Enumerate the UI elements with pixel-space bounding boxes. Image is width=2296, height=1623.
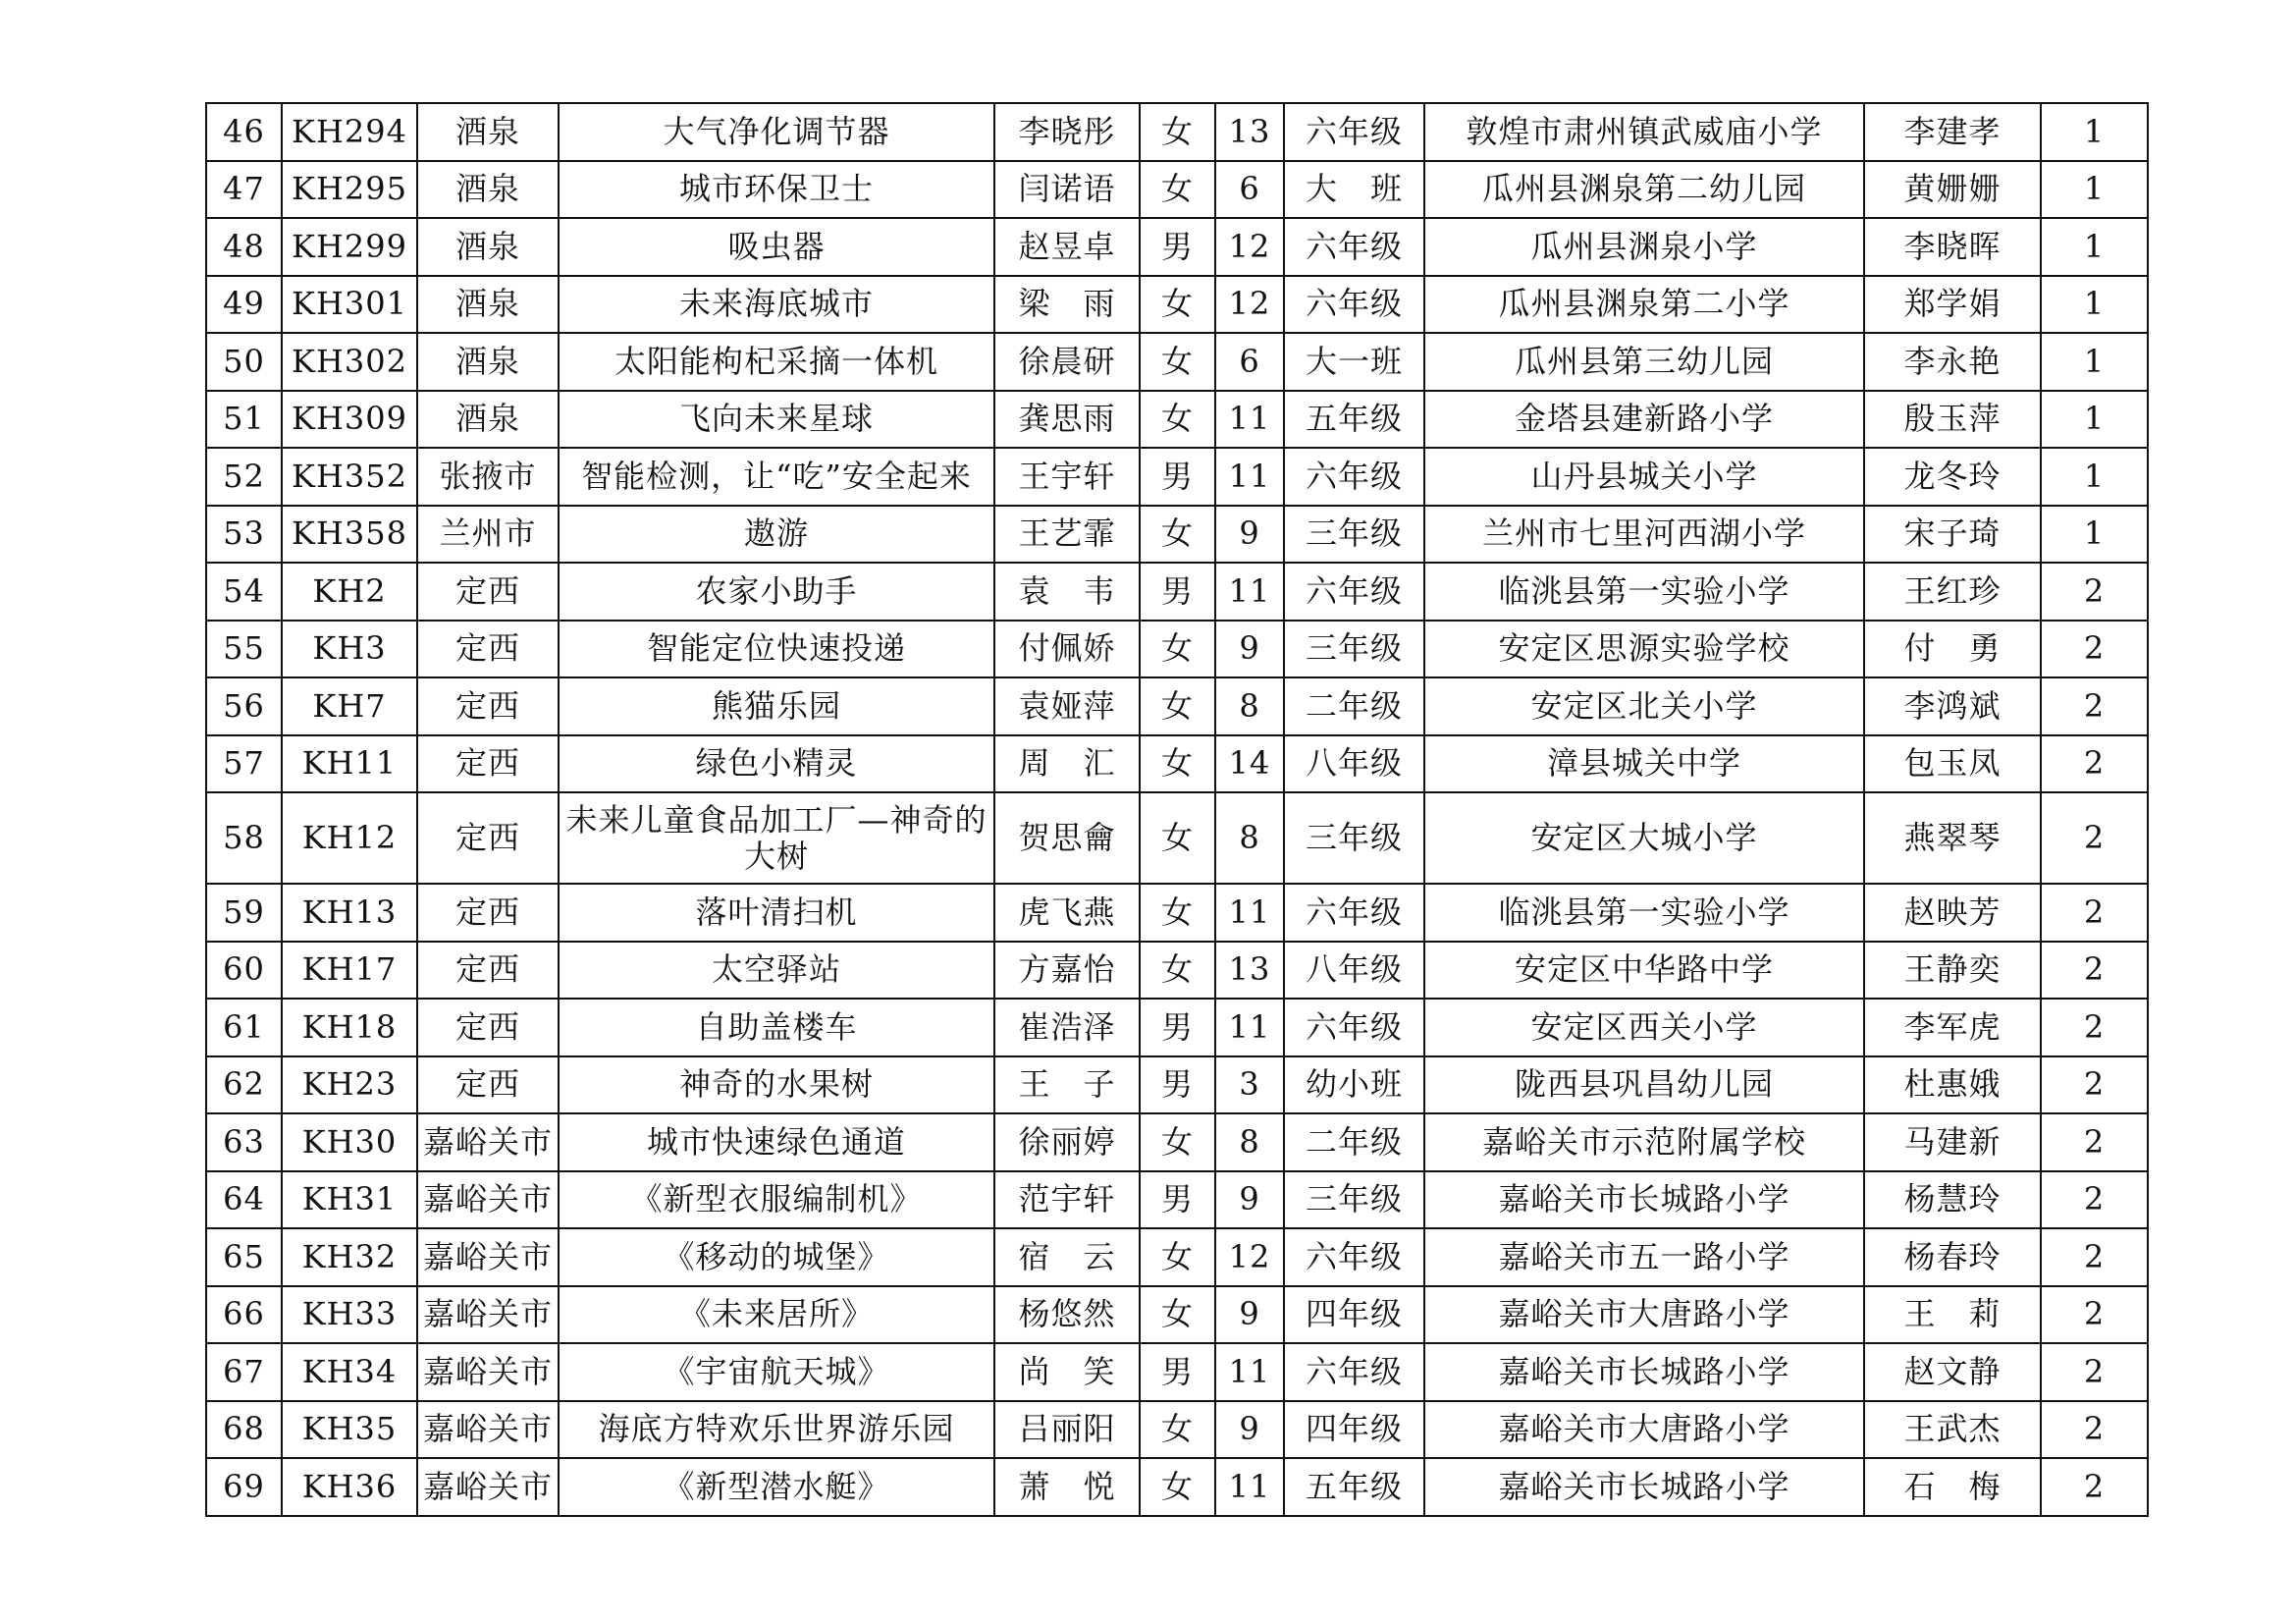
cell-award-level: 2 [2041,792,2148,884]
cell-row-number: 65 [206,1228,282,1286]
cell-student-name: 龚思雨 [994,391,1140,449]
cell-entry-code: KH33 [282,1286,417,1344]
cell-region: 嘉峪关市 [417,1401,559,1459]
cell-age: 9 [1215,1401,1284,1459]
cell-entry-code: KH17 [282,942,417,1000]
table-row [206,677,2148,735]
cell-school: 嘉峪关市五一路小学 [1424,1228,1864,1286]
cell-instructor: 黄姗姗 [1864,161,2041,219]
cell-row-number: 57 [206,735,282,793]
cell-project-title: 神奇的水果树 [559,1056,994,1114]
cell-entry-code: KH295 [282,161,417,219]
cell-instructor: 付 勇 [1864,621,2041,678]
cell-project-title: 自助盖楼车 [559,999,994,1056]
results-table [205,102,2149,1517]
cell-student-name: 徐晨研 [994,333,1140,391]
cell-instructor: 王 莉 [1864,1286,2041,1344]
cell-instructor: 李建孝 [1864,103,2041,161]
cell-region: 张掖市 [417,448,559,506]
cell-age: 11 [1215,563,1284,621]
cell-school: 临洮县第一实验小学 [1424,884,1864,942]
cell-row-number: 50 [206,333,282,391]
cell-region: 定西 [417,999,559,1056]
table-row [206,161,2148,219]
table-row [206,1113,2148,1171]
cell-award-level: 2 [2041,999,2148,1056]
table-row [206,1286,2148,1344]
cell-student-name: 方嘉怡 [994,942,1140,1000]
cell-grade: 六年级 [1284,218,1424,276]
cell-project-title: 未来海底城市 [559,276,994,334]
cell-gender: 女 [1140,1113,1215,1171]
table-row [206,448,2148,506]
cell-entry-code: KH302 [282,333,417,391]
cell-region: 嘉峪关市 [417,1343,559,1401]
cell-school: 瓜州县渊泉第二幼儿园 [1424,161,1864,219]
cell-student-name: 范宇轩 [994,1171,1140,1229]
cell-student-name: 尚 笑 [994,1343,1140,1401]
cell-grade: 四年级 [1284,1286,1424,1344]
cell-gender: 女 [1140,677,1215,735]
cell-region: 定西 [417,735,559,793]
cell-gender: 男 [1140,218,1215,276]
cell-award-level: 1 [2041,448,2148,506]
cell-grade: 六年级 [1284,448,1424,506]
cell-school: 山丹县城关小学 [1424,448,1864,506]
cell-project-title: 熊猫乐园 [559,677,994,735]
cell-instructor: 李永艳 [1864,333,2041,391]
cell-school: 嘉峪关市长城路小学 [1424,1458,1864,1516]
cell-age: 3 [1215,1056,1284,1114]
cell-age: 11 [1215,448,1284,506]
cell-age: 9 [1215,621,1284,678]
cell-instructor: 马建新 [1864,1113,2041,1171]
cell-school: 安定区北关小学 [1424,677,1864,735]
cell-project-title: 《新型衣服编制机》 [559,1171,994,1229]
cell-gender: 女 [1140,621,1215,678]
cell-row-number: 62 [206,1056,282,1114]
cell-row-number: 51 [206,391,282,449]
cell-grade: 三年级 [1284,792,1424,884]
table-row [206,735,2148,793]
table-row [206,884,2148,942]
cell-grade: 三年级 [1284,1171,1424,1229]
cell-region: 嘉峪关市 [417,1171,559,1229]
cell-region: 嘉峪关市 [417,1113,559,1171]
cell-age: 12 [1215,218,1284,276]
table-row [206,1228,2148,1286]
cell-project-title: 智能定位快速投递 [559,621,994,678]
table-row [206,103,2148,161]
table-row [206,792,2148,884]
cell-student-name: 杨悠然 [994,1286,1140,1344]
cell-project-title: 《新型潜水艇》 [559,1458,994,1516]
cell-gender: 男 [1140,448,1215,506]
table-row [206,218,2148,276]
cell-entry-code: KH294 [282,103,417,161]
cell-region: 定西 [417,677,559,735]
table-row [206,999,2148,1056]
cell-grade: 五年级 [1284,1458,1424,1516]
cell-instructor: 燕翠琴 [1864,792,2041,884]
cell-student-name: 贺思龠 [994,792,1140,884]
cell-gender: 女 [1140,735,1215,793]
cell-award-level: 1 [2041,218,2148,276]
cell-student-name: 周 汇 [994,735,1140,793]
cell-gender: 男 [1140,999,1215,1056]
cell-project-title: 遨游 [559,506,994,564]
cell-project-title: 飞向未来星球 [559,391,994,449]
cell-instructor: 赵映芳 [1864,884,2041,942]
cell-region: 定西 [417,621,559,678]
cell-instructor: 王红珍 [1864,563,2041,621]
cell-age: 11 [1215,999,1284,1056]
cell-school: 嘉峪关市示范附属学校 [1424,1113,1864,1171]
cell-grade: 大一班 [1284,333,1424,391]
cell-project-title: 太阳能枸杞采摘一体机 [559,333,994,391]
cell-row-number: 68 [206,1401,282,1459]
cell-region: 酒泉 [417,333,559,391]
cell-age: 8 [1215,677,1284,735]
cell-school: 嘉峪关市大唐路小学 [1424,1286,1864,1344]
cell-row-number: 53 [206,506,282,564]
cell-region: 嘉峪关市 [417,1286,559,1344]
cell-school: 漳县城关中学 [1424,735,1864,793]
cell-student-name: 李晓彤 [994,103,1140,161]
cell-student-name: 崔浩泽 [994,999,1140,1056]
cell-school: 瓜州县渊泉小学 [1424,218,1864,276]
table-row [206,333,2148,391]
cell-award-level: 2 [2041,621,2148,678]
cell-entry-code: KH352 [282,448,417,506]
cell-school: 金塔县建新路小学 [1424,391,1864,449]
cell-entry-code: KH358 [282,506,417,564]
cell-instructor: 宋子琦 [1864,506,2041,564]
cell-row-number: 59 [206,884,282,942]
cell-grade: 二年级 [1284,1113,1424,1171]
cell-instructor: 王静奕 [1864,942,2041,1000]
cell-gender: 女 [1140,1286,1215,1344]
cell-grade: 六年级 [1284,563,1424,621]
cell-region: 酒泉 [417,218,559,276]
cell-instructor: 李军虎 [1864,999,2041,1056]
cell-award-level: 1 [2041,391,2148,449]
cell-gender: 女 [1140,942,1215,1000]
cell-award-level: 2 [2041,1401,2148,1459]
cell-project-title: 城市环保卫士 [559,161,994,219]
cell-entry-code: KH13 [282,884,417,942]
cell-gender: 女 [1140,792,1215,884]
cell-row-number: 64 [206,1171,282,1229]
cell-grade: 二年级 [1284,677,1424,735]
cell-entry-code: KH309 [282,391,417,449]
table-row [206,621,2148,678]
cell-gender: 女 [1140,1458,1215,1516]
cell-award-level: 1 [2041,333,2148,391]
cell-entry-code: KH36 [282,1458,417,1516]
cell-grade: 六年级 [1284,1343,1424,1401]
cell-row-number: 55 [206,621,282,678]
cell-grade: 六年级 [1284,884,1424,942]
cell-project-title: 农家小助手 [559,563,994,621]
cell-project-title: 《移动的城堡》 [559,1228,994,1286]
cell-student-name: 徐丽婷 [994,1113,1140,1171]
cell-entry-code: KH299 [282,218,417,276]
cell-age: 13 [1215,942,1284,1000]
cell-student-name: 袁娅萍 [994,677,1140,735]
cell-age: 9 [1215,506,1284,564]
cell-student-name: 闫诺语 [994,161,1140,219]
cell-row-number: 58 [206,792,282,884]
cell-row-number: 46 [206,103,282,161]
cell-student-name: 王艺霏 [994,506,1140,564]
cell-instructor: 包玉凤 [1864,735,2041,793]
cell-instructor: 杨春玲 [1864,1228,2041,1286]
cell-project-title: 《宇宙航天城》 [559,1343,994,1401]
cell-instructor: 殷玉萍 [1864,391,2041,449]
cell-school: 临洮县第一实验小学 [1424,563,1864,621]
cell-grade: 八年级 [1284,735,1424,793]
cell-gender: 女 [1140,1401,1215,1459]
table-row [206,1056,2148,1114]
cell-row-number: 63 [206,1113,282,1171]
cell-grade: 六年级 [1284,999,1424,1056]
table-row [206,1171,2148,1229]
cell-student-name: 付佩娇 [994,621,1140,678]
cell-age: 6 [1215,333,1284,391]
cell-student-name: 宿 云 [994,1228,1140,1286]
cell-age: 8 [1215,792,1284,884]
cell-gender: 男 [1140,1343,1215,1401]
cell-age: 12 [1215,1228,1284,1286]
cell-gender: 女 [1140,884,1215,942]
cell-school: 瓜州县渊泉第二小学 [1424,276,1864,334]
cell-age: 12 [1215,276,1284,334]
cell-student-name: 吕丽阳 [994,1401,1140,1459]
cell-grade: 三年级 [1284,506,1424,564]
cell-award-level: 2 [2041,1286,2148,1344]
cell-entry-code: KH301 [282,276,417,334]
table-row [206,506,2148,564]
cell-award-level: 1 [2041,276,2148,334]
cell-award-level: 2 [2041,1113,2148,1171]
cell-school: 敦煌市肃州镇武威庙小学 [1424,103,1864,161]
cell-project-title: 《未来居所》 [559,1286,994,1344]
cell-gender: 男 [1140,1171,1215,1229]
cell-age: 11 [1215,1458,1284,1516]
cell-award-level: 2 [2041,677,2148,735]
cell-project-title: 落叶清扫机 [559,884,994,942]
cell-entry-code: KH32 [282,1228,417,1286]
cell-school: 安定区中华路中学 [1424,942,1864,1000]
cell-grade: 五年级 [1284,391,1424,449]
cell-entry-code: KH18 [282,999,417,1056]
cell-award-level: 2 [2041,563,2148,621]
cell-entry-code: KH34 [282,1343,417,1401]
cell-instructor: 李晓晖 [1864,218,2041,276]
cell-award-level: 2 [2041,735,2148,793]
table-row [206,1401,2148,1459]
cell-student-name: 王宇轩 [994,448,1140,506]
cell-grade: 八年级 [1284,942,1424,1000]
cell-age: 11 [1215,884,1284,942]
table-body [206,103,2148,1516]
cell-row-number: 61 [206,999,282,1056]
cell-gender: 女 [1140,103,1215,161]
cell-row-number: 69 [206,1458,282,1516]
cell-project-title: 未来儿童食品加工厂—神奇的大树 [559,792,994,884]
cell-gender: 女 [1140,333,1215,391]
cell-gender: 男 [1140,563,1215,621]
cell-row-number: 66 [206,1286,282,1344]
table-row [206,276,2148,334]
cell-school: 嘉峪关市长城路小学 [1424,1343,1864,1401]
cell-age: 6 [1215,161,1284,219]
cell-region: 酒泉 [417,161,559,219]
cell-region: 定西 [417,1056,559,1114]
cell-gender: 男 [1140,1056,1215,1114]
cell-grade: 幼小班 [1284,1056,1424,1114]
cell-age: 9 [1215,1286,1284,1344]
table-row [206,1343,2148,1401]
cell-student-name: 梁 雨 [994,276,1140,334]
cell-row-number: 56 [206,677,282,735]
cell-entry-code: KH31 [282,1171,417,1229]
cell-gender: 女 [1140,391,1215,449]
cell-school: 安定区思源实验学校 [1424,621,1864,678]
cell-instructor: 赵文静 [1864,1343,2041,1401]
cell-award-level: 2 [2041,1228,2148,1286]
cell-region: 嘉峪关市 [417,1228,559,1286]
cell-award-level: 1 [2041,103,2148,161]
cell-grade: 六年级 [1284,103,1424,161]
cell-region: 酒泉 [417,276,559,334]
cell-school: 陇西县巩昌幼儿园 [1424,1056,1864,1114]
table-row [206,563,2148,621]
cell-row-number: 48 [206,218,282,276]
cell-instructor: 龙冬玲 [1864,448,2041,506]
cell-instructor: 杨慧玲 [1864,1171,2041,1229]
cell-grade: 四年级 [1284,1401,1424,1459]
cell-grade: 三年级 [1284,621,1424,678]
cell-instructor: 王武杰 [1864,1401,2041,1459]
cell-grade: 大 班 [1284,161,1424,219]
cell-school: 嘉峪关市长城路小学 [1424,1171,1864,1229]
cell-award-level: 1 [2041,506,2148,564]
cell-region: 定西 [417,884,559,942]
cell-student-name: 王 子 [994,1056,1140,1114]
cell-entry-code: KH2 [282,563,417,621]
cell-school: 瓜州县第三幼儿园 [1424,333,1864,391]
cell-entry-code: KH35 [282,1401,417,1459]
cell-age: 11 [1215,1343,1284,1401]
cell-project-title: 绿色小精灵 [559,735,994,793]
cell-region: 定西 [417,563,559,621]
cell-grade: 六年级 [1284,276,1424,334]
cell-award-level: 2 [2041,884,2148,942]
cell-project-title: 吸虫器 [559,218,994,276]
cell-student-name: 袁 韦 [994,563,1140,621]
cell-instructor: 李鸿斌 [1864,677,2041,735]
table-row [206,1458,2148,1516]
cell-instructor: 杜惠娥 [1864,1056,2041,1114]
cell-award-level: 2 [2041,1343,2148,1401]
cell-project-title: 太空驿站 [559,942,994,1000]
cell-entry-code: KH23 [282,1056,417,1114]
cell-region: 兰州市 [417,506,559,564]
cell-school: 安定区西关小学 [1424,999,1864,1056]
cell-region: 嘉峪关市 [417,1458,559,1516]
table-row [206,391,2148,449]
cell-entry-code: KH3 [282,621,417,678]
cell-row-number: 60 [206,942,282,1000]
cell-instructor: 石 梅 [1864,1458,2041,1516]
cell-age: 14 [1215,735,1284,793]
cell-school: 兰州市七里河西湖小学 [1424,506,1864,564]
cell-school: 嘉峪关市大唐路小学 [1424,1401,1864,1459]
cell-region: 酒泉 [417,391,559,449]
cell-row-number: 54 [206,563,282,621]
table-row [206,942,2148,1000]
cell-gender: 女 [1140,1228,1215,1286]
cell-row-number: 67 [206,1343,282,1401]
cell-age: 11 [1215,391,1284,449]
cell-age: 13 [1215,103,1284,161]
cell-instructor: 郑学娟 [1864,276,2041,334]
cell-student-name: 虎飞燕 [994,884,1140,942]
cell-gender: 女 [1140,161,1215,219]
cell-entry-code: KH11 [282,735,417,793]
cell-age: 9 [1215,1171,1284,1229]
cell-project-title: 大气净化调节器 [559,103,994,161]
cell-project-title: 城市快速绿色通道 [559,1113,994,1171]
cell-project-title: 海底方特欢乐世界游乐园 [559,1401,994,1459]
cell-region: 定西 [417,942,559,1000]
cell-region: 定西 [417,792,559,884]
cell-award-level: 2 [2041,942,2148,1000]
cell-gender: 女 [1140,506,1215,564]
cell-row-number: 52 [206,448,282,506]
cell-age: 8 [1215,1113,1284,1171]
cell-school: 安定区大城小学 [1424,792,1864,884]
cell-award-level: 2 [2041,1171,2148,1229]
cell-student-name: 赵昱卓 [994,218,1140,276]
cell-entry-code: KH30 [282,1113,417,1171]
cell-award-level: 2 [2041,1458,2148,1516]
cell-project-title: 智能检测，让“吃”安全起来 [559,448,994,506]
cell-student-name: 萧 悦 [994,1458,1140,1516]
cell-gender: 女 [1140,276,1215,334]
cell-award-level: 1 [2041,161,2148,219]
cell-region: 酒泉 [417,103,559,161]
cell-grade: 六年级 [1284,1228,1424,1286]
cell-row-number: 49 [206,276,282,334]
cell-row-number: 47 [206,161,282,219]
cell-entry-code: KH7 [282,677,417,735]
cell-award-level: 2 [2041,1056,2148,1114]
cell-entry-code: KH12 [282,792,417,884]
